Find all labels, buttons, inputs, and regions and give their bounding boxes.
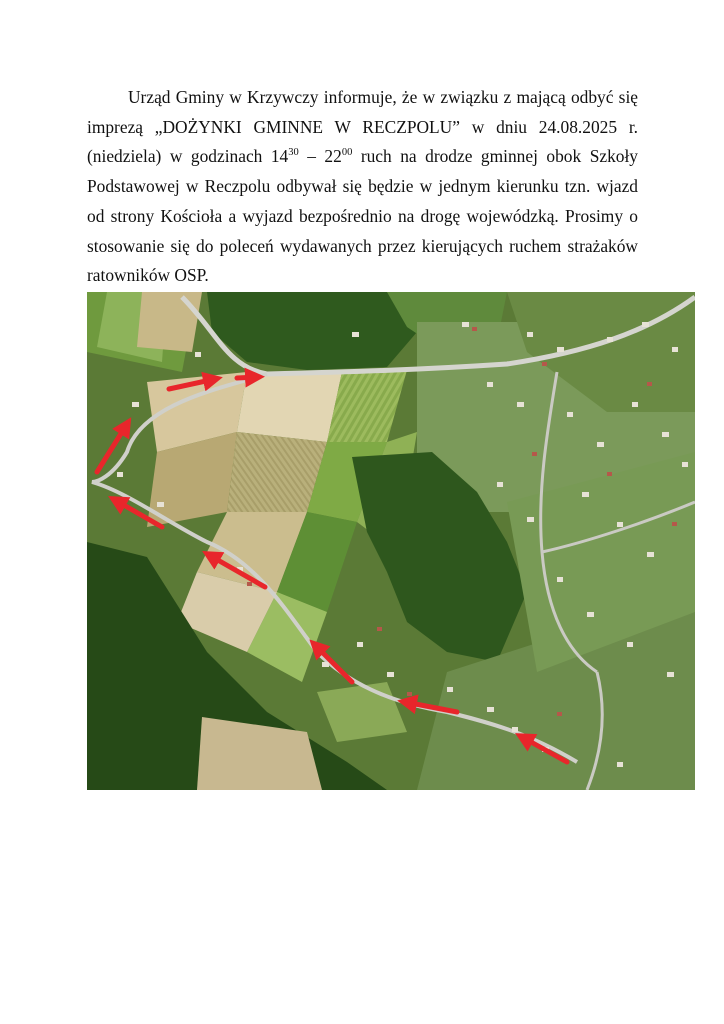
route-arrow-8	[237, 377, 257, 378]
aerial-map-svg	[87, 292, 695, 790]
time-end-superscript: 00	[341, 147, 353, 159]
field-top-beige	[137, 292, 202, 352]
notice-text-main: Urząd Gminy w Krzywczy informuje, że w związku z mającą odbyć się imprezą „DOŻYNKI GMINNE W RECZPOLU” w dniu 24.08.2025 r. (niedziela) w godzinach 14	[87, 87, 638, 167]
time-start-superscript: 30	[288, 147, 299, 159]
notice-paragraph	[87, 83, 638, 291]
time-dash: – 22	[298, 146, 342, 167]
notice-text-rest: ruch na drodze gminnej obok Szkoły Podstawowej w Reczpolu odbywał się będzie w jednym kierunku tzn. wjazd od strony Kościoła a wyjazd bezpośrednio na drogę wojewódzką. Prosimy o stosowanie się do poleceń wydawanych przez kierujących ruchem strażaków ratowników OSP.	[87, 146, 638, 286]
field-beige-b	[237, 372, 342, 442]
aerial-map	[87, 292, 695, 790]
